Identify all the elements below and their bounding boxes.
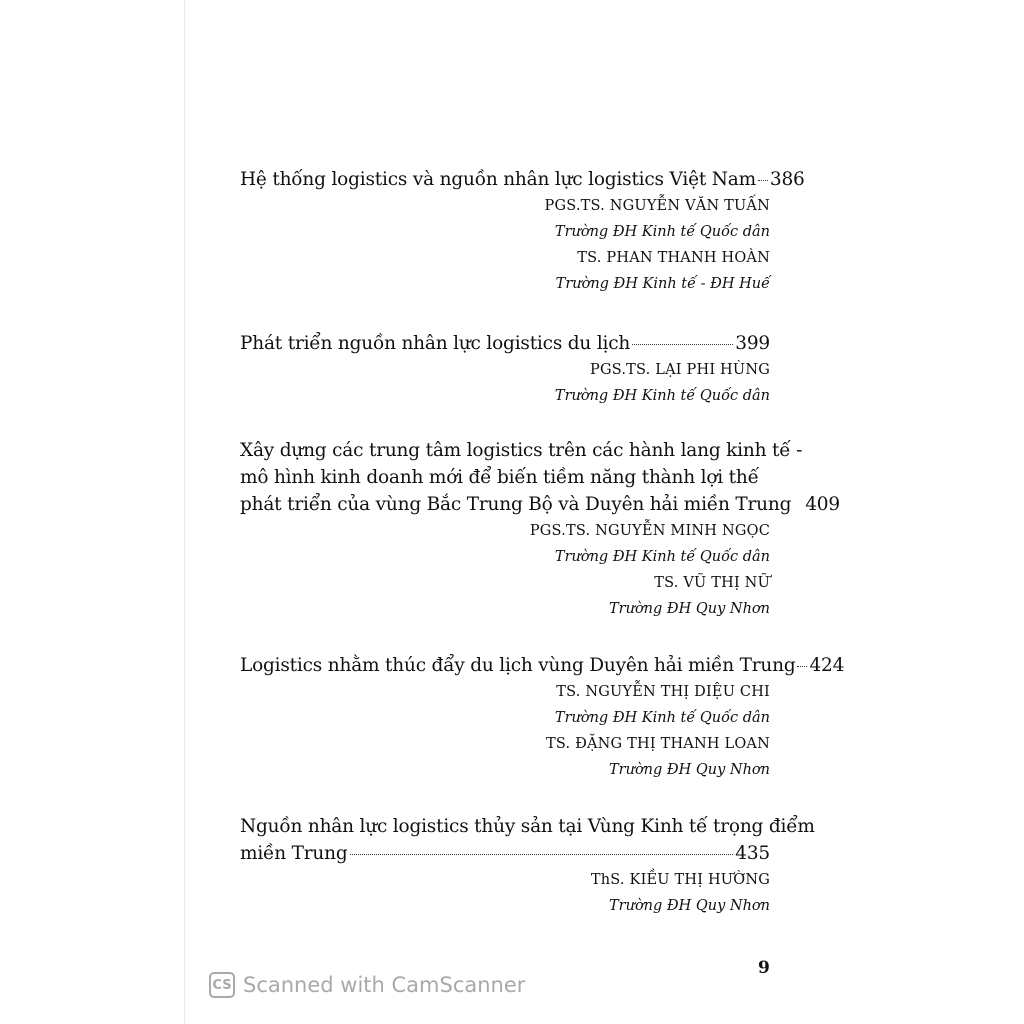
- camscanner-logo-icon: [209, 972, 235, 998]
- toc-entry: [240, 166, 805, 297]
- author-name: PGS.TS. LẠI PHI HÙNG: [590, 362, 770, 378]
- author-name: TS. VŨ THỊ NỮ: [654, 575, 770, 591]
- entry-page-number: 399: [735, 333, 770, 354]
- entry-title-line: Nguồn nhân lực logistics thủy sản tại Vùng Kinh tế trọng điểm: [240, 816, 815, 837]
- camscanner-watermark: [209, 972, 525, 998]
- author-affiliation: Trường ĐH Quy Nhơn: [609, 762, 770, 778]
- entry-title-line: Xây dựng các trung tâm logistics trên các hành lang kinh tế -: [240, 440, 803, 461]
- entry-title: Hệ thống logistics và nguồn nhân lực logistics Việt Nam: [240, 169, 756, 190]
- author-affiliation: Trường ĐH Kinh tế Quốc dân: [554, 549, 770, 565]
- toc-entry: [240, 813, 815, 919]
- dot-leader: [350, 854, 734, 855]
- entry-page-number: 424: [809, 655, 845, 676]
- dot-leader: [632, 344, 733, 345]
- author-name: TS. ĐẶNG THỊ THANH LOAN: [545, 736, 770, 752]
- author-affiliation: Trường ĐH Kinh tế Quốc dân: [554, 710, 770, 726]
- author-name: TS. NGUYỄN THỊ DIỆU CHI: [556, 684, 770, 700]
- entry-title-line: mô hình kinh doanh mới để biến tiềm năng thành lợi thế: [240, 467, 759, 488]
- dot-leader: [793, 505, 803, 506]
- author-name: ThS. KIỀU THỊ HƯỜNG: [590, 872, 770, 888]
- page-folio-number: 9: [758, 958, 770, 978]
- entry-title: Logistics nhằm thúc đẩy du lịch vùng Duyên hải miền Trung: [240, 655, 796, 676]
- watermark-text: Scanned with CamScanner: [243, 973, 526, 997]
- toc-entry: [240, 652, 845, 783]
- dot-leader: [797, 666, 807, 667]
- author-affiliation: Trường ĐH Kinh tế Quốc dân: [554, 224, 770, 240]
- entry-title-line: [240, 166, 805, 193]
- entry-title-line: [240, 491, 840, 518]
- entry-title: phát triển của vùng Bắc Trung Bộ và Duyên hải miền Trung: [240, 494, 792, 515]
- author-name: PGS.TS. NGUYỄN VĂN TUẤN: [544, 198, 770, 214]
- author-affiliation: Trường ĐH Kinh tế - ĐH Huế: [555, 276, 770, 292]
- dot-leader: [758, 180, 768, 181]
- entry-title: Phát triển nguồn nhân lực logistics du lịch: [240, 333, 631, 354]
- author-affiliation: Trường ĐH Quy Nhơn: [609, 601, 770, 617]
- entry-page-number: 386: [769, 169, 805, 190]
- toc-entry: [240, 437, 840, 622]
- toc-entry: [240, 330, 770, 409]
- entry-title-line: [240, 840, 770, 867]
- entry-title-line: [240, 330, 770, 357]
- entry-page-number: 435: [735, 843, 770, 864]
- camscanner-logo-text: CS: [212, 977, 232, 993]
- author-name: TS. PHAN THANH HOÀN: [577, 250, 770, 266]
- author-affiliation: Trường ĐH Kinh tế Quốc dân: [554, 388, 770, 404]
- author-affiliation: Trường ĐH Quy Nhơn: [609, 898, 770, 914]
- author-name: PGS.TS. NGUYỄN MINH NGỌC: [529, 523, 770, 539]
- page-edge: [184, 0, 185, 1024]
- entry-title-line: [240, 652, 845, 679]
- entry-title: miền Trung: [240, 843, 348, 864]
- entry-page-number: 409: [805, 494, 840, 515]
